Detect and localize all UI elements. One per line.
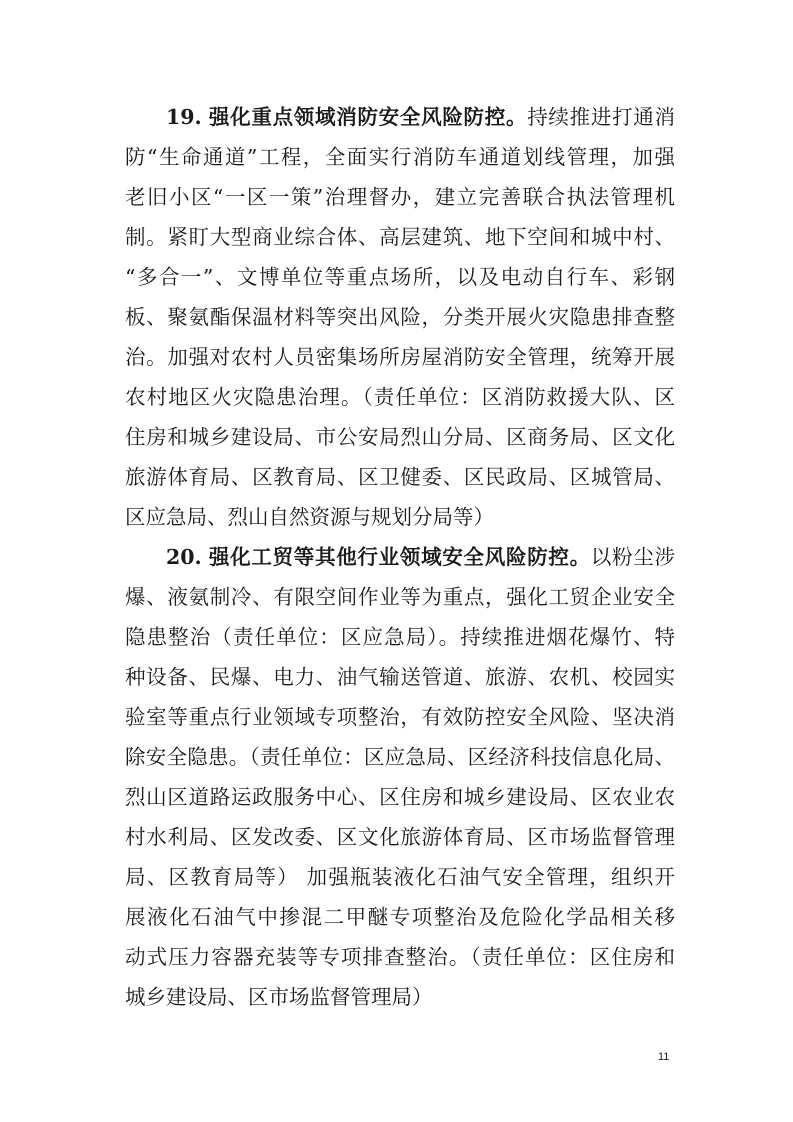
section-20-title: 强化工贸等其他行业领域安全风险防控。 — [208, 545, 591, 569]
section-20-line: 局、区教育局等） 加强瓶装液化石油气安全管理，组织开 — [125, 865, 675, 889]
section-19-line: 防“生命通道”工程，全面实行消防车通道划线管理，加强 — [125, 145, 675, 169]
section-20-heading-line — [166, 537, 675, 577]
section-20-line: 爆、液氨制冷、有限空间作业等为重点，强化工贸企业安全 — [125, 585, 675, 609]
section-20-line: 除安全隐患。（责任单位：区应急局、区经济科技信息化局、 — [125, 745, 675, 769]
section-20-line: 城乡建设局、区市场监督管理局） — [125, 985, 433, 1009]
section-19-line-0: 持续推进打通消 — [527, 105, 676, 129]
section-19-title: 强化重点领域消防安全风险防控。 — [208, 105, 528, 129]
section-19-line: “多合一”、文博单位等重点场所，以及电动自行车、彩钢 — [125, 265, 675, 289]
section-19-heading-line — [166, 97, 675, 137]
section-20-line-0: 以粉尘涉 — [590, 545, 676, 569]
section-20-number: 20. — [166, 545, 202, 569]
section-20-line: 烈山区道路运政服务中心、区住房和城乡建设局、区农业农 — [125, 785, 675, 809]
section-20-line: 验室等重点行业领域专项整治，有效防控安全风险、坚决消 — [125, 705, 675, 729]
section-20-line: 隐患整治（责任单位：区应急局）。持续推进烟花爆竹、特 — [125, 625, 675, 649]
section-20-line: 种设备、民爆、电力、油气输送管道、旅游、农机、校园实 — [125, 665, 675, 689]
section-19-line: 治。加强对农村人员密集场所房屋消防安全管理，统筹开展 — [125, 345, 675, 369]
section-19-line: 制。紧盯大型商业综合体、高层建筑、地下空间和城中村、 — [125, 225, 675, 249]
section-19-line: 区应急局、烈山自然资源与规划分局等） — [125, 505, 494, 529]
section-19-number: 19. — [166, 105, 202, 129]
section-19-line: 旅游体育局、区教育局、区卫健委、区民政局、区城管局、 — [125, 465, 675, 489]
section-19-line: 板、聚氨酯保温材料等突出风险，分类开展火灾隐患排查整 — [125, 305, 675, 329]
section-19-line: 住房和城乡建设局、市公安局烈山分局、区商务局、区文化 — [125, 425, 675, 449]
section-19-line: 农村地区火灾隐患治理。（责任单位：区消防救援大队、区 — [125, 385, 675, 409]
page-number: 11 — [658, 1051, 670, 1063]
section-19-line: 老旧小区“一区一策”治理督办，建立完善联合执法管理机 — [125, 185, 675, 209]
section-20-line: 动式压力容器充装等专项排查整治。（责任单位：区住房和 — [125, 945, 675, 969]
section-20-line: 村水利局、区发改委、区文化旅游体育局、区市场监督管理 — [125, 825, 675, 849]
section-20-line: 展液化石油气中掺混二甲醚专项整治及危险化学品相关移 — [125, 905, 675, 929]
